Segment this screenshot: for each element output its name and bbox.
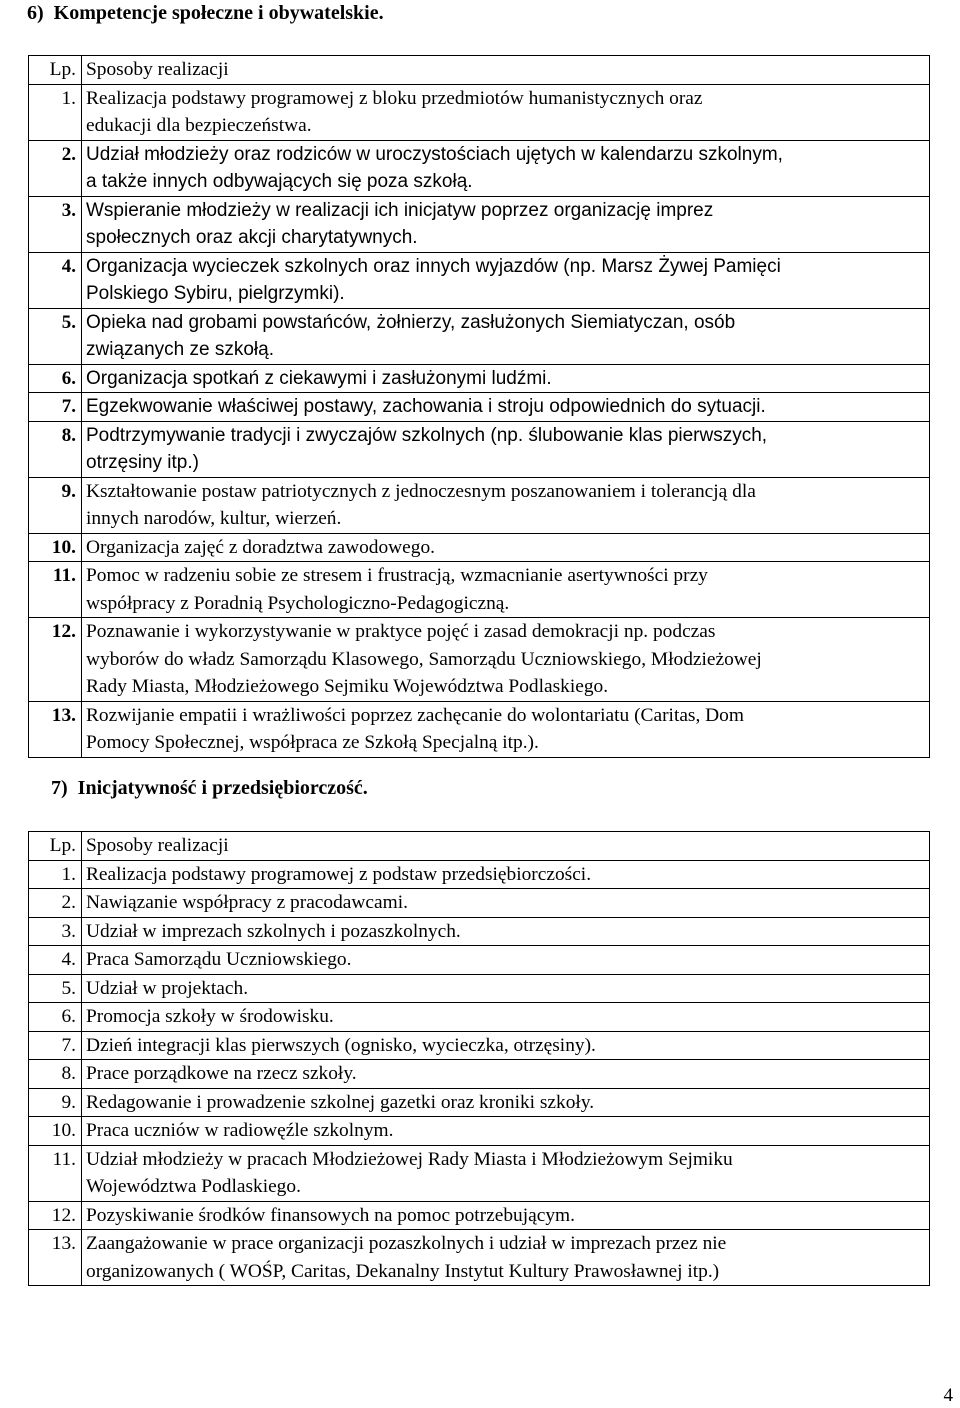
row-text-line: Pozyskiwanie środków finansowych na pomoc potrzebującym. [86, 1204, 575, 1226]
row-number: 1. [29, 84, 82, 140]
row-text-line: Pomocy Społecznej, współpraca ze Szkołą Specjalną itp.). [86, 732, 539, 753]
table-row [29, 1117, 930, 1146]
row-number: 12. [29, 618, 82, 702]
row-text-line: Województwa Podlaskiego. [86, 1176, 301, 1197]
row-number: 13. [29, 1230, 82, 1286]
row-number: 10. [29, 1117, 82, 1146]
header-lp: Lp. [29, 832, 82, 861]
row-text [82, 562, 930, 618]
table-row [29, 1088, 930, 1117]
row-number: 3. [29, 196, 82, 252]
row-text-line: Organizacja wycieczek szkolnych oraz innych wyjazdów (np. Marsz Żywej Pamięci [86, 255, 781, 277]
table-row [29, 1031, 930, 1060]
header-lp: Lp. [29, 56, 82, 85]
row-text [82, 860, 930, 889]
row-text-line: Dzień integracji klas pierwszych (ognisko, wycieczka, otrzęsiny). [86, 1034, 596, 1056]
row-text-line: organizowanych ( WOŚP, Caritas, Dekanalny Instytut Kultury Prawosławnej itp.) [86, 1260, 720, 1282]
row-text-line: Poznawanie i wykorzystywanie w praktyce pojęć i zasad demokracji np. podczas [86, 621, 716, 642]
row-text [82, 421, 930, 477]
row-text [82, 946, 930, 975]
row-number: 12. [29, 1201, 82, 1230]
row-number: 5. [29, 974, 82, 1003]
table-row [29, 946, 930, 975]
table-row [29, 701, 930, 757]
row-text-line: Polskiego Sybiru, pielgrzymki). [86, 283, 345, 304]
row-text-line: Egzekwowanie właściwej postawy, zachowania i stroju odpowiednich do sytuacji. [86, 396, 766, 417]
row-text-line: Organizacja zajęć z doradztwa zawodowego. [86, 536, 436, 558]
row-text [82, 1088, 930, 1117]
table-header-row [29, 832, 930, 861]
row-text-line: Kształtowanie postaw patriotycznych z jednoczesnym poszanowaniem i tolerancją dla [86, 480, 756, 502]
table-row [29, 917, 930, 946]
table-row [29, 477, 930, 533]
section-7-table [28, 831, 930, 1286]
row-text [82, 140, 930, 196]
row-number: 11. [29, 1145, 82, 1201]
row-text [82, 1060, 930, 1089]
row-text-line: innych narodów, kultur, wierzeń. [86, 508, 342, 529]
row-text [82, 196, 930, 252]
table-row [29, 196, 930, 252]
row-text [82, 1201, 930, 1230]
row-text [82, 364, 930, 393]
row-text-line: Praca Samorządu Uczniowskiego. [86, 949, 352, 970]
section-7-heading: 7) Inicjatywność i przedsiębiorczość. [51, 777, 368, 799]
row-text-line: Redagowanie i prowadzenie szkolnej gazetki oraz kroniki szkoły. [86, 1091, 595, 1113]
row-number: 1. [29, 860, 82, 889]
row-text [82, 84, 930, 140]
row-number: 9. [29, 477, 82, 533]
row-text [82, 477, 930, 533]
table-row [29, 1060, 930, 1089]
row-number: 7. [29, 1031, 82, 1060]
row-text [82, 1003, 930, 1032]
row-number: 6. [29, 1003, 82, 1032]
row-text-line: Udział młodzieży oraz rodziców w uroczystościach ujętych w kalendarzu szkolnym, [86, 143, 783, 165]
row-text [82, 917, 930, 946]
row-text-line: wyborów do władz Samorządu Klasowego, Samorządu Uczniowskiego, Młodzieżowej [86, 648, 762, 670]
table-header-row [29, 56, 930, 85]
row-text-line: Realizacja podstawy programowej z podstaw przedsiębiorczości. [86, 863, 592, 885]
table-row [29, 618, 930, 702]
row-text-line: Nawiązanie współpracy z pracodawcami. [86, 892, 408, 913]
table-row [29, 1230, 930, 1286]
row-text-line: otrzęsiny itp.) [86, 452, 199, 473]
row-text [82, 533, 930, 562]
row-text-line: społecznych oraz akcji charytatywnych. [86, 227, 418, 248]
table-row [29, 1201, 930, 1230]
row-number: 2. [29, 140, 82, 196]
table-row [29, 421, 930, 477]
table-row [29, 974, 930, 1003]
row-number: 11. [29, 562, 82, 618]
page-number: 4 [943, 1385, 953, 1406]
table-row [29, 140, 930, 196]
section-6-heading: 6) Kompetencje społeczne i obywatelskie. [27, 2, 384, 24]
table-row [29, 533, 930, 562]
header-label: Sposoby realizacji [82, 56, 930, 85]
row-number: 13. [29, 701, 82, 757]
row-text [82, 308, 930, 364]
row-text [82, 1031, 930, 1060]
row-text-line: Praca uczniów w radiowęźle szkolnym. [86, 1120, 394, 1141]
table-row [29, 84, 930, 140]
row-text-line: związanych ze szkołą. [86, 339, 274, 360]
row-number: 2. [29, 889, 82, 918]
row-text [82, 618, 930, 702]
row-text-line: Zaangażowanie w prace organizacji pozaszkolnych i udział w imprezach przez nie [86, 1233, 727, 1254]
row-text-line: a także innych odbywających się poza szkołą. [86, 171, 473, 192]
row-number: 8. [29, 1060, 82, 1089]
table-row [29, 364, 930, 393]
table-row [29, 1145, 930, 1201]
section-6-table [28, 55, 930, 758]
row-text-line: współpracy z Poradnią Psychologiczno-Pedagogiczną. [86, 592, 510, 614]
row-number: 5. [29, 308, 82, 364]
row-text-line: Udział w imprezach szkolnych i pozaszkolnych. [86, 920, 461, 942]
table-row [29, 393, 930, 422]
row-text [82, 701, 930, 757]
row-text [82, 1230, 930, 1286]
row-number: 9. [29, 1088, 82, 1117]
row-number: 3. [29, 917, 82, 946]
row-text-line: Udział młodzieży w pracach Młodzieżowej Rady Miasta i Młodzieżowym Sejmiku [86, 1148, 733, 1170]
row-number: 8. [29, 421, 82, 477]
row-text [82, 889, 930, 918]
row-number: 4. [29, 946, 82, 975]
row-text [82, 974, 930, 1003]
row-text-line: Udział w projektach. [86, 977, 249, 999]
row-number: 7. [29, 393, 82, 422]
row-number: 6. [29, 364, 82, 393]
row-text-line: Pomoc w radzeniu sobie ze stresem i frustracją, wzmacnianie asertywności przy [86, 565, 708, 586]
table-row [29, 308, 930, 364]
row-text-line: Prace porządkowe na rzecz szkoły. [86, 1063, 357, 1084]
row-text [82, 252, 930, 308]
row-text [82, 393, 930, 422]
row-text-line: Opieka nad grobami powstańców, żołnierzy, zasłużonych Siemiatyczan, osób [86, 311, 736, 333]
row-number: 10. [29, 533, 82, 562]
table-row [29, 1003, 930, 1032]
row-text-line: Realizacja podstawy programowej z bloku przedmiotów humanistycznych oraz [86, 87, 703, 109]
header-label: Sposoby realizacji [82, 832, 930, 861]
row-text-line: Wspieranie młodzieży w realizacji ich inicjatyw poprzez organizację imprez [86, 199, 714, 221]
row-text-line: Podtrzymywanie tradycji i zwyczajów szkolnych (np. ślubowanie klas pierwszych, [86, 424, 768, 446]
row-text-line: Organizacja spotkań z ciekawymi i zasłużonymi ludźmi. [86, 367, 552, 389]
table-row [29, 562, 930, 618]
table-row [29, 252, 930, 308]
table-row [29, 889, 930, 918]
row-text-line: Rady Miasta, Młodzieżowego Sejmiku Województwa Podlaskiego. [86, 676, 609, 697]
row-text [82, 1145, 930, 1201]
row-text-line: edukacji dla bezpieczeństwa. [86, 115, 312, 136]
row-text-line: Rozwijanie empatii i wrażliwości poprzez zachęcanie do wolontariatu (Caritas, Dom [86, 704, 744, 726]
table-row [29, 860, 930, 889]
row-number: 4. [29, 252, 82, 308]
row-text [82, 1117, 930, 1146]
row-text-line: Promocja szkoły w środowisku. [86, 1006, 334, 1027]
